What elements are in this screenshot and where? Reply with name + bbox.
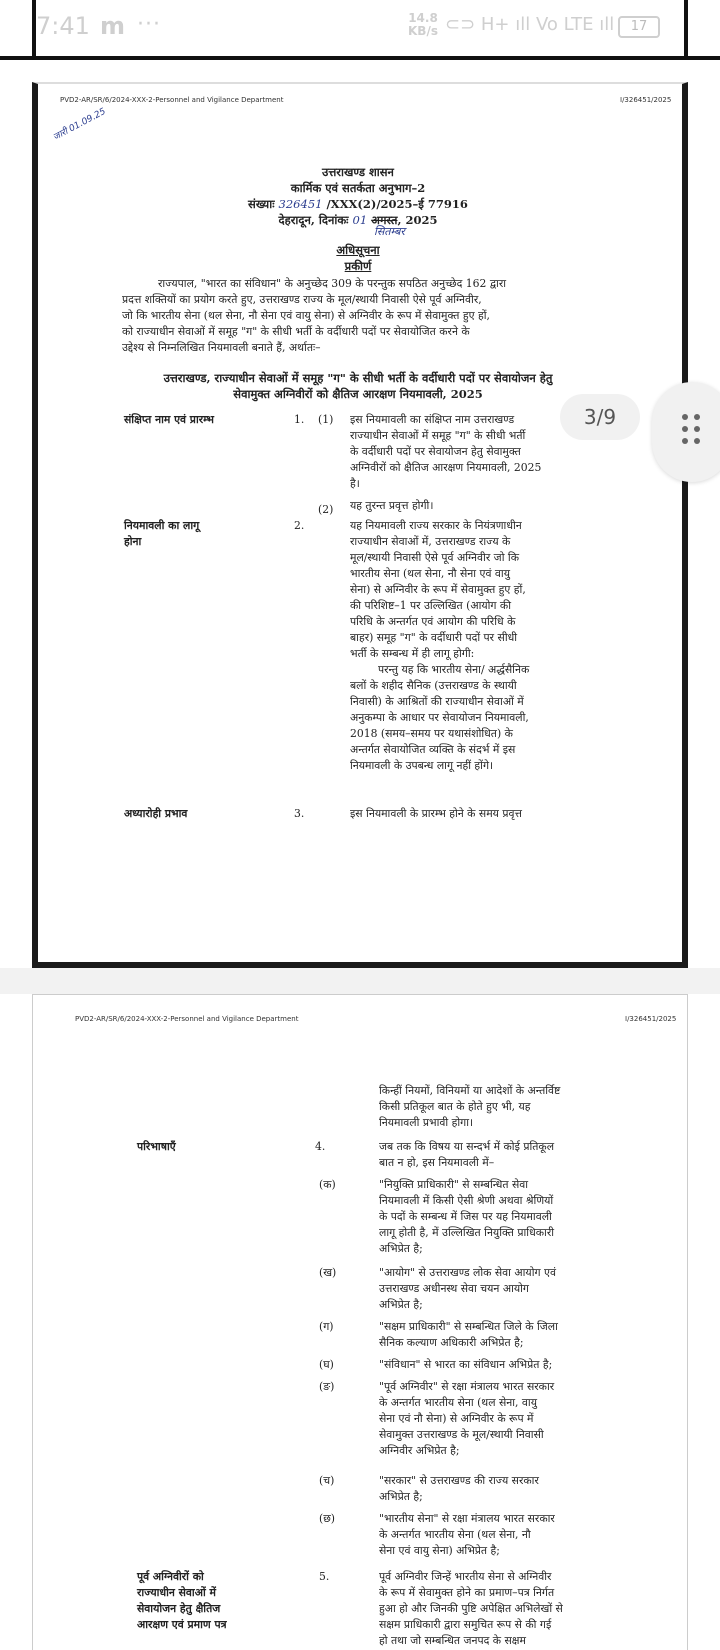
rule-text: अग्निवीरों को क्षैतिज आरक्षण नियमावली, 2025 xyxy=(350,461,542,474)
rule-text: बाहर) समूह "ग" के वर्दीधारी पदों पर सीधी xyxy=(350,631,518,644)
page-header-right: I/326451/2025 xyxy=(620,96,672,104)
gov-heading: उत्तराखण्ड शासन xyxy=(322,165,394,179)
page-header-left: PVD2-AR/SR/6/2024-XXX-2-Personnel and Vigilance Department xyxy=(75,1015,299,1023)
clause-text: के अन्तर्गत भारतीय सेना (थल सेना, नौ xyxy=(379,1528,531,1541)
intro-line: राज्यपाल, "भारत का संविधान" के अनुच्छेद 309 के परन्तुक सपठित अनुच्छेद 162 द्वारा xyxy=(158,277,507,290)
rule-text: बलों के शहीद सैनिक (उत्तराखण्ड के स्थायी xyxy=(350,679,517,692)
clause-text: अग्निवीर अभिप्रेत है; xyxy=(379,1444,460,1457)
rule-text: राज्याधीन सेवाओं में समूह "ग" के सीधी भर्ती xyxy=(350,429,526,442)
rule-text: सक्षम प्राधिकारी द्वारा समुचित रूप से की गई xyxy=(379,1618,552,1631)
clause-text: "नियुक्ति प्राधिकारी" से सम्बन्धित सेवा xyxy=(379,1178,529,1191)
page-indicator[interactable]: 3/9 xyxy=(560,394,640,440)
network-speed xyxy=(408,12,438,38)
clause-label: (ङ) xyxy=(319,1380,335,1393)
rule-text: है। xyxy=(350,477,360,490)
clause-label: (घ) xyxy=(319,1358,334,1371)
number-label: संख्याः xyxy=(248,197,275,211)
rule-text: किन्हीं नियमों, विनियमों या आदेशों के अन्तर्विष्ट xyxy=(379,1084,561,1097)
intro-line: को राज्याधीन सेवाओं में समूह "ग" के सीधी भर्ती के वर्दीधारी पदों पर सेवायोजित करने के xyxy=(122,325,470,338)
intro-line: उद्देश्य से निम्नलिखित नियमावली बनाते हैं, अर्थातः– xyxy=(122,341,321,354)
rule-1-sub-2: (2) xyxy=(318,503,334,516)
rule-text: इस नियमावली का संक्षिप्त नाम उत्तराखण्ड xyxy=(350,413,515,426)
clause-text: अभिप्रेत है; xyxy=(379,1242,423,1255)
rule-text: भारतीय सेना (थल सेना, नौ सेना एवं वायु xyxy=(350,567,510,580)
rule-text: बात न हो, इस नियमावली में– xyxy=(379,1156,495,1169)
misc-heading: प्रकीर्ण xyxy=(344,259,372,273)
clause-text: के पदों के सम्बन्ध में जिस पर यह नियमावली xyxy=(379,1210,552,1223)
rules-title-line: सेवामुक्त अग्निवीरों को क्षैतिज आरक्षण नियमावली, 2025 xyxy=(233,387,483,401)
rule-text: परन्तु यह कि भारतीय सेना/ अर्द्धसैनिक xyxy=(378,663,530,676)
rule-2-number: 2. xyxy=(294,519,305,532)
status-time: 7:41 xyxy=(36,12,90,40)
intro-line: जो कि भारतीय सेना (थल सेना, नौ सेना एवं वायु सेना) से अग्निवीर के रूप में सेवामुक्त हुए हों, xyxy=(122,309,490,322)
date-correction: सितम्बर xyxy=(374,225,405,238)
clause-label: (च) xyxy=(319,1474,335,1487)
rule-1-heading: संक्षिप्त नाम एवं प्रारम्भ xyxy=(124,413,214,426)
rule-text: यह तुरन्त प्रवृत्त होगी। xyxy=(350,499,434,512)
speed-value: 14.8 xyxy=(408,11,438,25)
document-page-1 xyxy=(32,82,688,968)
rule-text: के रूप में सेवामुक्त होने का प्रमाण–पत्र निर्गत xyxy=(379,1586,555,1599)
rule-5-number: 5. xyxy=(319,1570,330,1583)
clause-label: (छ) xyxy=(319,1512,335,1525)
rule-5-heading: आरक्षण एवं प्रमाण पत्र xyxy=(137,1618,227,1631)
rule-text: परिधि के अन्तर्गत एवं आयोग की परिधि के xyxy=(350,615,516,628)
intro-line: प्रदत्त शक्तियों का प्रयोग करते हुए, उत्तराखण्ड राज्य के मूल/स्थायी निवासी ऐसे पूर्व अग्निवीर, xyxy=(122,293,482,306)
rule-5-heading: पूर्व अग्निवीरों को xyxy=(137,1570,204,1583)
date-year: , 2025 xyxy=(397,213,438,227)
clause-text: उत्तराखण्ड अधीनस्थ सेवा चयन आयोग xyxy=(379,1282,529,1295)
rule-text: राज्याधीन सेवाओं में, उत्तराखण्ड राज्य के xyxy=(350,535,511,548)
rule-text: की परिशिष्ट–1 पर उल्लिखित (आयोग की xyxy=(350,599,512,612)
rule-text: इस नियमावली के प्रारम्भ होने के समय प्रवृत्त xyxy=(350,807,522,820)
rule-5-heading: सेवायोजन हेतु क्षैतिज xyxy=(137,1602,221,1615)
clause-text: "सक्षम प्राधिकारी" से सम्बन्धित जिले के जिला xyxy=(379,1320,558,1333)
order-date xyxy=(38,212,678,228)
clause-text: लागू होती है, में उल्लिखित नियुक्ति प्राधिकारी xyxy=(379,1226,555,1239)
document-page-2 xyxy=(32,994,688,1650)
rule-5-heading: राज्याधीन सेवाओं में xyxy=(137,1586,216,1599)
rule-text: निवासी) के आश्रितों की राज्याधीन सेवाओं में xyxy=(350,695,524,708)
rule-1-sub-1: (1) xyxy=(318,413,334,426)
date-label: देहरादून, दिनांकः xyxy=(278,213,349,227)
rule-text: जब तक कि विषय या सन्दर्भ में कोई प्रतिकूल xyxy=(379,1140,555,1153)
clause-text: "पूर्व अग्निवीर" से रक्षा मंत्रालय भारत सरकार xyxy=(379,1380,555,1393)
rule-text: भर्ती के सम्बन्ध में ही लागू होगी: xyxy=(350,647,475,660)
clause-text: अभिप्रेत है; xyxy=(379,1298,423,1311)
rules-title-line: उत्तराखण्ड, राज्याधीन सेवाओं में समूह "ग" के सीधी भर्ती के वर्दीधारी पदों पर सेवायोजन हेतु xyxy=(163,371,553,385)
clause-label: (क) xyxy=(319,1178,336,1191)
speed-unit: KB/s xyxy=(408,24,438,38)
number-handwritten: 326451 xyxy=(278,197,323,211)
page-header-right: I/326451/2025 xyxy=(625,1015,677,1023)
order-number xyxy=(38,196,678,212)
rule-text: पूर्व अग्निवीर जिन्हें भारतीय सेना से अग्निवीर xyxy=(379,1570,552,1583)
rule-text: अन्तर्गत सेवायोजित व्यक्ति के संदर्भ में इस xyxy=(350,743,516,756)
rule-text: यह नियमावली राज्य सरकार के नियंत्रणाधीन xyxy=(350,519,522,532)
clause-text: "सरकार" से उत्तराखण्ड की राज्य सरकार xyxy=(379,1474,539,1487)
more-notifications-icon: ··· xyxy=(137,12,161,37)
page-header-left: PVD2-AR/SR/6/2024-XXX-2-Personnel and Vigilance Department xyxy=(60,96,284,104)
rule-4-number: 4. xyxy=(315,1140,326,1153)
rule-2-heading: होना xyxy=(124,535,142,548)
clause-text: "आयोग" से उत्तराखण्ड लोक सेवा आयोग एवं xyxy=(379,1266,556,1279)
status-bar xyxy=(0,0,720,60)
clause-text: सेवामुक्त उत्तराखण्ड के मूल/स्थायी निवासी xyxy=(379,1428,544,1441)
number-rest: /XXX(2)/2025–ई 77916 xyxy=(326,197,468,211)
clause-text: सेना एवं नौ सेना) से अग्निवीर के रूप में xyxy=(379,1412,534,1425)
rule-text: हुआ हो और जिनकी पुष्टि अपेक्षित अभिलेखों से xyxy=(379,1602,563,1615)
frame-edge xyxy=(684,0,688,56)
rule-text: 2018 (समय–समय पर यथासंशोधित) के xyxy=(350,727,513,740)
dept-heading: कार्मिक एवं सतर्कता अनुभाग–2 xyxy=(290,181,426,195)
rule-2-heading: नियमावली का लागू xyxy=(124,519,200,532)
clause-text: सेना एवं वायु सेना) अभिप्रेत है; xyxy=(379,1544,500,1557)
rule-text: नियमावली के उपबन्ध लागू नहीं होंगे। xyxy=(350,759,494,772)
notice-heading: अधिसूचना xyxy=(336,243,380,257)
clause-text: "संविधान" से भारत का संविधान अभिप्रेत है; xyxy=(379,1358,553,1371)
clause-text: नियमावली में किसी ऐसी श्रेणी अथवा श्रेणियों xyxy=(379,1194,554,1207)
date-struck-month: अगस्त xyxy=(371,213,398,227)
rule-text: मूल/स्थायी निवासी ऐसे पूर्व अग्निवीर जो कि xyxy=(350,551,520,564)
date-handwritten: 01 xyxy=(352,213,368,227)
signal-strength-icon: ıll Vo LTE ıll xyxy=(515,14,615,35)
clause-text: सैनिक कल्याण अधिकारी अभिप्रेत है; xyxy=(379,1336,524,1349)
signal-icons xyxy=(445,14,614,35)
rule-text: अनुकम्पा के आधार पर सेवायोजन नियमावली, xyxy=(350,711,529,724)
handwritten-note: जारी 01.09.25 xyxy=(51,106,108,143)
page-gap xyxy=(0,968,720,994)
link-icon: ⊂⊃ xyxy=(445,14,481,35)
grip-dots-icon xyxy=(682,414,704,448)
rule-3-heading: अध्यारोही प्रभाव xyxy=(124,807,188,820)
rule-text: हो तथा जो सम्बन्धित जनपद के सक्षम xyxy=(379,1634,526,1647)
rule-3-number: 3. xyxy=(294,807,305,820)
rule-text: सेना) से अग्निवीर के रूप में सेवामुक्त हुए हों, xyxy=(350,583,526,596)
clause-text: के अन्तर्गत भारतीय सेना (थल सेना, वायु xyxy=(379,1396,537,1409)
clause-label: (ख) xyxy=(319,1266,337,1279)
clause-text: अभिप्रेत है; xyxy=(379,1490,423,1503)
battery-icon: 17 xyxy=(618,16,660,38)
scroll-handle[interactable] xyxy=(652,382,720,482)
app-notification-icon: m xyxy=(100,12,126,40)
clause-label: (ग) xyxy=(319,1320,334,1333)
clause-text: "भारतीय सेना" से रक्षा मंत्रालय भारत सरकार xyxy=(379,1512,555,1525)
rule-text: नियमावली प्रभावी होगा। xyxy=(379,1116,474,1129)
rule-1-number: 1. xyxy=(294,413,305,426)
rule-text: किसी प्रतिकूल बात के होते हुए भी, यह xyxy=(379,1100,531,1113)
rule-4-heading: परिभाषाएँ xyxy=(137,1140,176,1153)
network-type: H+ xyxy=(480,14,510,35)
rule-text: के वर्दीधारी पदों पर सेवायोजन हेतु सेवामुक्त xyxy=(350,445,521,458)
